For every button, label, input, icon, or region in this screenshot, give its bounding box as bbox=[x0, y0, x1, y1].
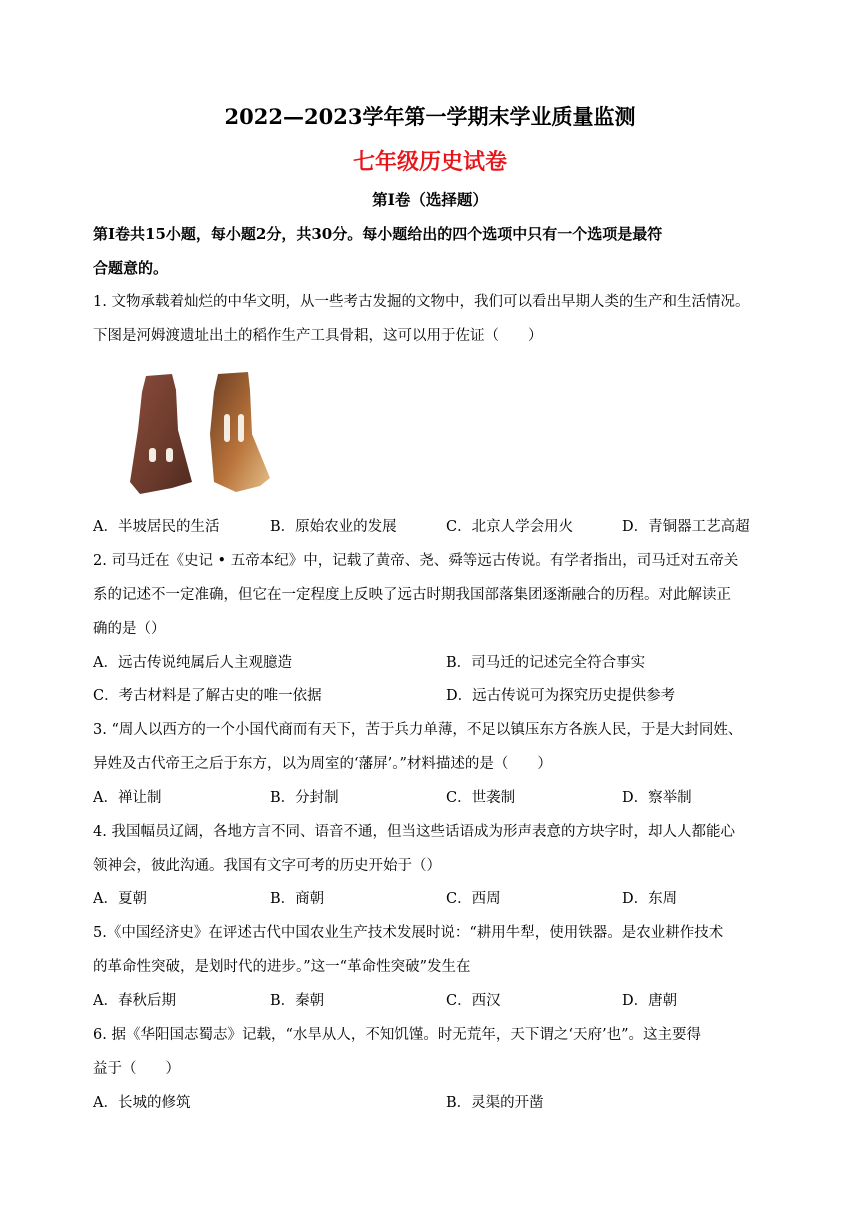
question-3-option-a: A．禅让制 bbox=[93, 790, 162, 806]
bone-tool-right bbox=[210, 372, 270, 492]
question-3-line-2: 异姓及古代帝王之后于东方，以为周室的‘藩屏’。”材料描述的是（ ） bbox=[93, 756, 552, 772]
instructions-line-1: 第Ⅰ卷共15小题，每小题2分，共30分。每小题给出的四个选项中只有一个选项是最符 bbox=[93, 225, 663, 243]
question-1-line-1: 1. 文物承载着灿烂的中华文明，从一些考古发掘的文物中，我们可以看出早期人类的生产和生活情况。 bbox=[93, 294, 750, 310]
question-3-option-b: B．分封制 bbox=[270, 790, 339, 806]
question-5-option-a: A．春秋后期 bbox=[93, 993, 176, 1009]
question-4-line-1: 4. 我国幅员辽阔，各地方言不同、语音不通，但当这些话语成为形声表意的方块字时，却人人都能心 bbox=[93, 824, 735, 840]
question-2-option-d: D．远古传说可为探究历史提供参考 bbox=[446, 688, 676, 704]
question-6-option-a: A．长城的修筑 bbox=[93, 1095, 191, 1111]
question-5-option-c: C．西汉 bbox=[446, 993, 501, 1009]
question-4-option-d: D．东周 bbox=[622, 891, 678, 907]
question-5-line-1: 5.《中国经济史》在评述古代中国农业生产技术发展时说：“耕用牛犁，使用铁器。是农业耕作技术 bbox=[93, 925, 724, 941]
question-2-line-2: 系的记述不一定准确，但它在一定程度上反映了远古时期我国部落集团逐渐融合的历程。对此解读正 bbox=[93, 587, 731, 603]
question-1-option-d: D．青铜器工艺高超 bbox=[622, 519, 750, 535]
question-5-line-2: 的革命性突破，是划时代的进步。”这一“革命性突破”发生在 bbox=[93, 959, 471, 975]
section-heading: 第Ⅰ卷（选择题） bbox=[372, 190, 488, 209]
question-6-line-1: 6. 据《华阳国志蜀志》记载，“水旱从人，不知饥馑。时无荒年，天下谓之‘天府’也”。这主要得 bbox=[93, 1027, 701, 1043]
question-2-line-1: 2. 司马迁在《史记 • 五帝本纪》中，记载了黄帝、尧、舜等远古传说。有学者指出，司马迁对五帝关 bbox=[93, 553, 739, 569]
question-4-option-c: C．西周 bbox=[446, 891, 501, 907]
question-1-option-a: A．半坡居民的生活 bbox=[93, 519, 220, 535]
question-6-option-b: B．灵渠的开凿 bbox=[446, 1095, 544, 1111]
question-1-option-b: B．原始农业的发展 bbox=[270, 519, 397, 535]
exam-title: 2022—2023学年第一学期末学业质量监测 bbox=[224, 104, 636, 129]
question-6-line-2: 益于（ ） bbox=[93, 1061, 180, 1077]
exam-subtitle: 七年级历史试卷 bbox=[352, 149, 507, 175]
question-3-option-c: C．世袭制 bbox=[446, 790, 516, 806]
question-3-line-1: 3. “周人以西方的一个小国代商而有天下，苦于兵力单薄，不足以镇压东方各族人民，于是大封同姓、 bbox=[93, 722, 743, 738]
question-4-option-b: B．商朝 bbox=[270, 891, 325, 907]
question-1-line-2: 下图是河姆渡遗址出土的稻作生产工具骨耜，这可以用于佐证（ ） bbox=[93, 328, 543, 344]
question-2-line-3: 确的是（） bbox=[93, 621, 166, 637]
question-1-option-c: C．北京人学会用火 bbox=[446, 519, 574, 535]
question-5-option-d: D．唐朝 bbox=[622, 993, 678, 1009]
instructions-line-2: 合题意的。 bbox=[93, 259, 169, 277]
bone-si-tool-image bbox=[120, 370, 280, 495]
bone-tool-left bbox=[130, 374, 192, 494]
question-3-option-d: D．察举制 bbox=[622, 790, 692, 806]
question-2-option-b: B．司马迁的记述完全符合事实 bbox=[446, 655, 646, 671]
question-5-option-b: B．秦朝 bbox=[270, 993, 325, 1009]
question-4-option-a: A．夏朝 bbox=[93, 891, 147, 907]
question-2-option-a: A．远古传说纯属后人主观臆造 bbox=[93, 655, 292, 671]
question-4-line-2: 领神会，彼此沟通。我国有文字可考的历史开始于（） bbox=[93, 858, 441, 874]
question-2-option-c: C．考古材料是了解古史的唯一依据 bbox=[93, 688, 322, 704]
